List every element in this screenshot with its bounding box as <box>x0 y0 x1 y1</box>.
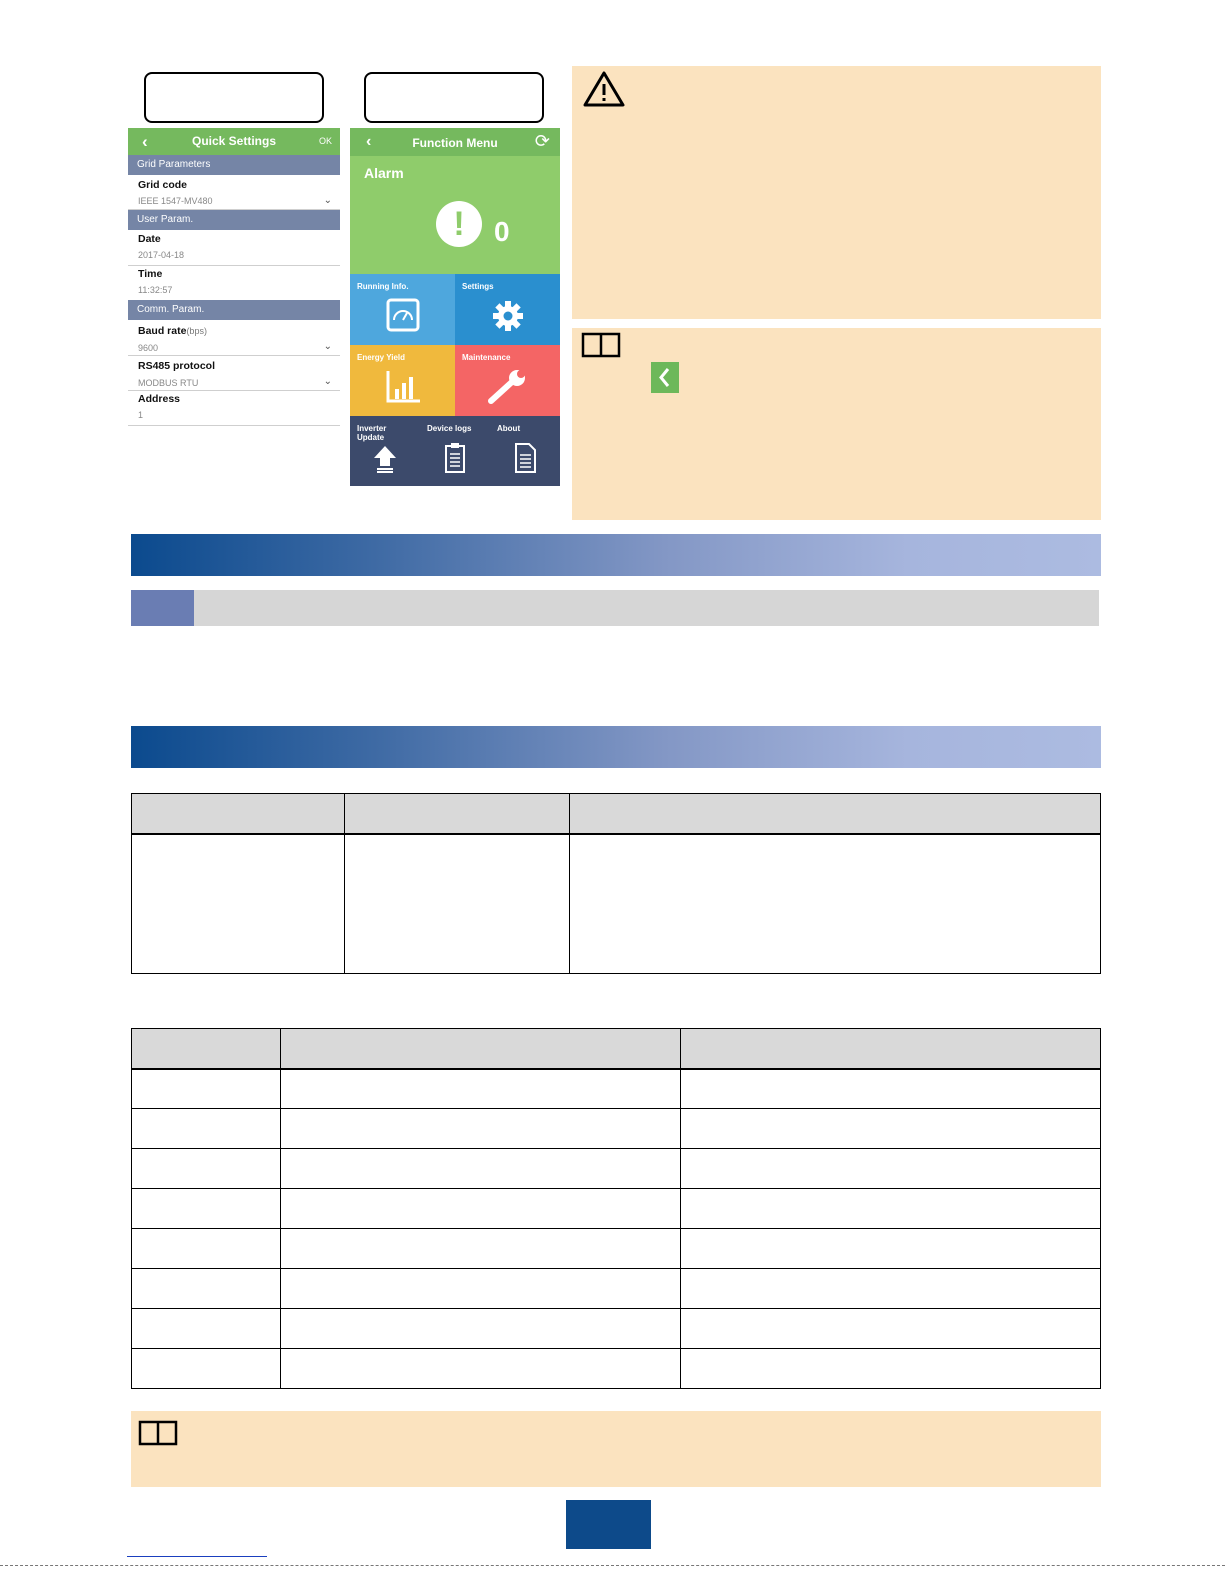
chevron-down-icon[interactable]: ⌄ <box>323 341 332 352</box>
settings-tile[interactable] <box>455 274 560 345</box>
table-cell <box>570 834 1101 974</box>
table-cell <box>681 1309 1101 1349</box>
table-cell <box>681 1109 1101 1149</box>
bar-chart-icon <box>350 369 455 405</box>
ok-button[interactable]: OK <box>318 136 332 146</box>
alarm-icon: ! <box>436 201 482 247</box>
alarm-tile[interactable] <box>350 156 560 274</box>
section-user-param: User Param. <box>128 210 340 230</box>
chevron-down-icon[interactable]: ⌄ <box>323 376 332 387</box>
clipboard-icon <box>420 442 490 474</box>
table-cell <box>681 1349 1101 1389</box>
function-menu-screen <box>350 128 560 486</box>
table-cell <box>132 1069 281 1109</box>
table-cell <box>281 1229 681 1269</box>
footer-rule <box>0 1565 1225 1566</box>
settings-label: Settings <box>462 282 494 291</box>
energy-yield-tile[interactable] <box>350 345 455 416</box>
quick-settings-header <box>128 128 340 155</box>
device-logs-label: Device logs <box>427 424 472 433</box>
table-row <box>132 1349 1101 1389</box>
table-cell <box>281 1309 681 1349</box>
page-number-block <box>566 1500 651 1549</box>
table-cell <box>132 1269 281 1309</box>
warning-note-box <box>572 66 1101 319</box>
document-icon <box>490 442 560 474</box>
table-row <box>132 1229 1101 1269</box>
table-cell <box>681 1149 1101 1189</box>
table-cell <box>681 1069 1101 1109</box>
info-note-box <box>572 328 1101 520</box>
section-header-bar <box>131 534 1101 576</box>
function-menu-title: Function Menu <box>412 136 498 150</box>
rs485-protocol-value[interactable]: MODBUS RTU <box>138 378 199 388</box>
table-header-cell <box>681 1029 1101 1069</box>
alarm-label: Alarm <box>364 165 404 181</box>
date-label: Date <box>138 233 161 245</box>
time-label: Time <box>138 268 163 280</box>
table-header-cell <box>345 794 570 834</box>
quick-settings-screen <box>128 128 340 428</box>
table-row <box>132 1069 1101 1109</box>
table-cell <box>281 1149 681 1189</box>
quick-settings-title: Quick Settings <box>191 134 277 148</box>
running-info-tile[interactable] <box>350 274 455 345</box>
label-box-left <box>144 72 324 123</box>
address-value[interactable]: 1 <box>138 410 144 420</box>
table-cell <box>281 1109 681 1149</box>
table-header-cell <box>132 794 345 834</box>
table-header-row <box>132 794 1101 834</box>
subsection-header-bar <box>131 590 1099 626</box>
label-box-right <box>364 72 544 123</box>
table-cell <box>132 834 345 974</box>
table-cell <box>132 1189 281 1229</box>
inverter-update-label: Inverter Update <box>357 424 387 442</box>
about-label: About <box>497 424 521 433</box>
divider <box>128 355 340 356</box>
address-label: Address <box>138 393 181 405</box>
about-tile[interactable] <box>490 416 560 486</box>
subsection-number-tag <box>131 590 194 626</box>
table-cell <box>132 1149 281 1189</box>
divider <box>128 390 340 391</box>
chevron-down-icon[interactable]: ⌄ <box>323 195 332 206</box>
table-row <box>132 1149 1101 1189</box>
baud-rate-unit: (bps) <box>186 326 207 336</box>
table-cell <box>345 834 570 974</box>
book-icon <box>138 1419 178 1447</box>
wrench-icon <box>455 369 560 405</box>
back-button-icon <box>651 362 679 393</box>
table-cell <box>132 1349 281 1389</box>
energy-yield-label: Energy Yield <box>357 353 406 362</box>
section-header-bar <box>131 726 1101 768</box>
table-header-cell <box>132 1029 281 1069</box>
grid-code-label: Grid code <box>138 179 188 191</box>
table-cell <box>681 1269 1101 1309</box>
table-header-row <box>132 1029 1101 1069</box>
table-cell <box>281 1189 681 1229</box>
back-icon[interactable]: ‹ <box>366 133 372 150</box>
maintenance-label: Maintenance <box>462 353 511 362</box>
device-logs-tile[interactable] <box>420 416 490 486</box>
inverter-update-tile[interactable] <box>350 416 420 486</box>
baud-rate-value[interactable]: 9600 <box>138 343 159 353</box>
maintenance-tile[interactable] <box>455 345 560 416</box>
date-value[interactable]: 2017-04-18 <box>138 250 185 260</box>
table-1 <box>131 793 1101 974</box>
section-comm-param: Comm. Param. <box>128 300 340 320</box>
book-icon <box>581 331 621 359</box>
table-row <box>132 834 1101 974</box>
gauge-icon <box>350 298 455 334</box>
divider <box>128 265 340 266</box>
table-cell <box>132 1229 281 1269</box>
table-row <box>132 1269 1101 1309</box>
gear-icon <box>455 298 560 334</box>
baud-rate-label: Baud rate(bps) <box>138 325 207 337</box>
section-grid-parameters: Grid Parameters <box>128 155 340 175</box>
table-row <box>132 1109 1101 1149</box>
table-cell <box>281 1349 681 1389</box>
footer-link[interactable] <box>127 1556 267 1557</box>
table-cell <box>681 1229 1101 1269</box>
rs485-protocol-label: RS485 protocol <box>138 360 216 372</box>
upload-icon <box>350 444 420 474</box>
back-icon[interactable]: ‹ <box>142 132 148 151</box>
warning-triangle-icon <box>582 70 626 108</box>
divider <box>128 425 340 426</box>
grid-code-value[interactable]: IEEE 1547-MV480 <box>138 196 213 206</box>
table-cell <box>281 1269 681 1309</box>
table-header-cell <box>570 794 1101 834</box>
table-header-cell <box>281 1029 681 1069</box>
table-cell <box>132 1109 281 1149</box>
refresh-icon[interactable]: ⟳ <box>534 131 550 151</box>
time-value[interactable]: 11:32:57 <box>138 285 173 295</box>
table-row <box>132 1309 1101 1349</box>
table-cell <box>132 1309 281 1349</box>
bottom-note-box <box>131 1411 1101 1487</box>
table-row <box>132 1189 1101 1229</box>
function-menu-header <box>350 128 560 156</box>
alarm-count: 0 <box>494 216 510 247</box>
running-info-label: Running Info. <box>357 282 409 291</box>
table-2 <box>131 1028 1101 1389</box>
table-cell <box>681 1189 1101 1229</box>
table-cell <box>281 1069 681 1109</box>
